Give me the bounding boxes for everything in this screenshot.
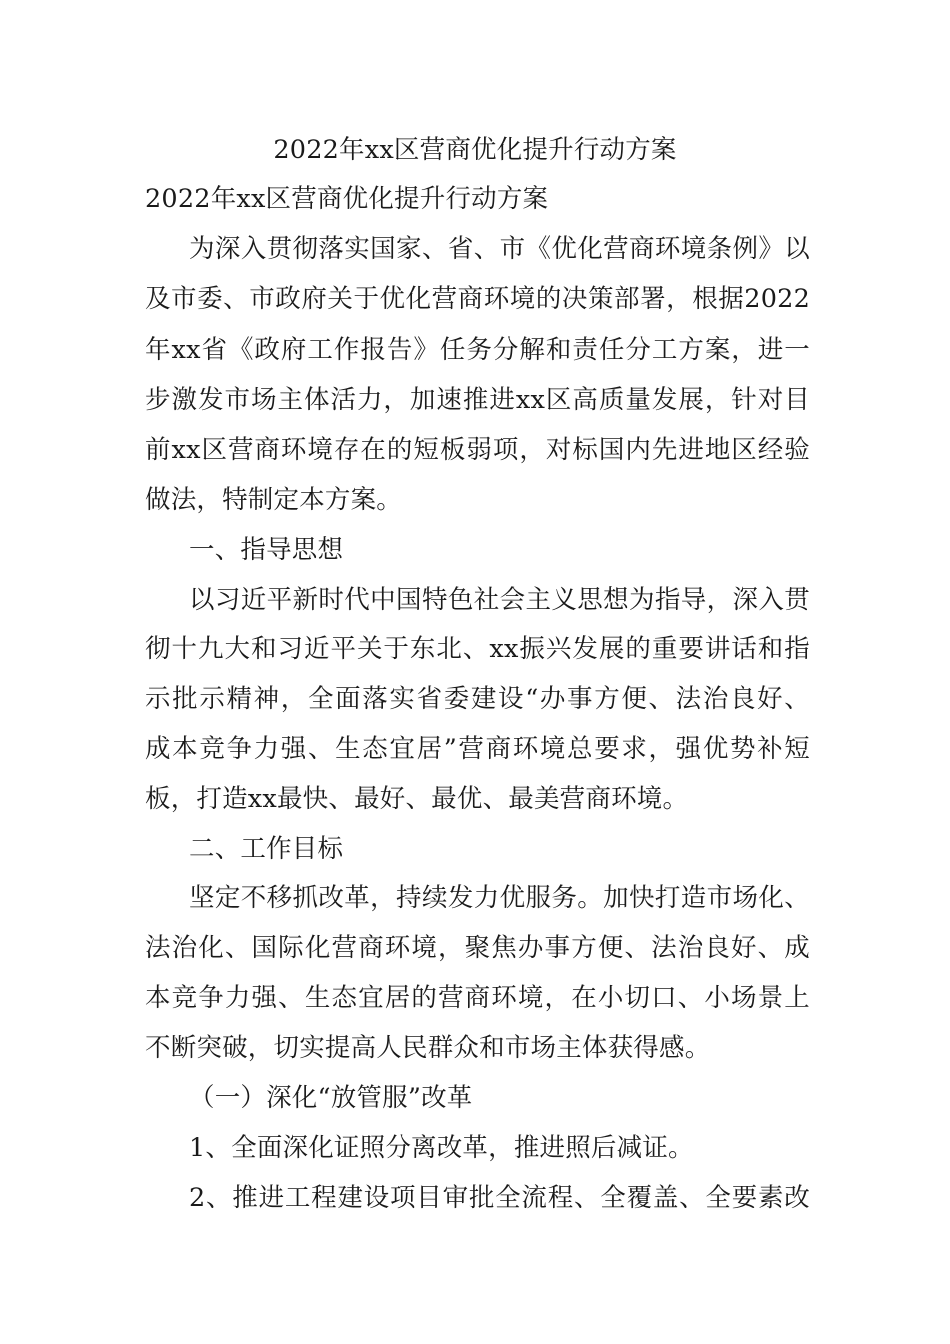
subsection1-heading: （一）深化“放管服”改革 bbox=[189, 1083, 473, 1113]
section2-line-4: 不断突破，切实提高人民群众和市场主体获得感。 bbox=[145, 1033, 711, 1063]
item-1: 1、全面深化证照分离改革，推进照后减证。 bbox=[189, 1133, 694, 1163]
document-title: 2022年xx区营商优化提升行动方案 bbox=[273, 135, 677, 165]
document-subtitle: 2022年xx区营商优化提升行动方案 bbox=[145, 184, 549, 214]
intro-line-2: 及市委、市政府关于优化营商环境的决策部署，根据2022 bbox=[145, 284, 810, 314]
intro-line-6: 做法，特制定本方案。 bbox=[145, 485, 403, 515]
section1-heading: 一、指导思想 bbox=[189, 535, 344, 565]
section1-line-3: 示批示精神，全面落实省委建设“办事方便、法治良好、 bbox=[145, 684, 810, 714]
section2-line-1: 坚定不移抓改革，持续发力优服务。加快打造市场化、 bbox=[189, 883, 810, 913]
item-2: 2、推进工程建设项目审批全流程、全覆盖、全要素改 bbox=[189, 1183, 810, 1213]
section1-line-1: 以习近平新时代中国特色社会主义思想为指导，深入贯 bbox=[189, 585, 810, 615]
section2-line-3: 本竞争力强、生态宜居的营商环境，在小切口、小场景上 bbox=[145, 983, 810, 1013]
section2-heading: 二、工作目标 bbox=[189, 834, 344, 864]
intro-line-5: 前xx区营商环境存在的短板弱项，对标国内先进地区经验 bbox=[145, 435, 810, 465]
intro-line-3: 年xx省《政府工作报告》任务分解和责任分工方案，进一 bbox=[145, 335, 810, 365]
section1-line-5: 板，打造xx最快、最好、最优、最美营商环境。 bbox=[145, 784, 689, 814]
section2-line-2: 法治化、国际化营商环境，聚焦办事方便、法治良好、成 bbox=[145, 933, 810, 963]
section1-line-2: 彻十九大和习近平关于东北、xx振兴发展的重要讲话和指 bbox=[145, 634, 810, 664]
section1-line-4: 成本竞争力强、生态宜居”营商环境总要求，强优势补短 bbox=[145, 734, 810, 764]
intro-line-1: 为深入贯彻落实国家、省、市《优化营商环境条例》以 bbox=[189, 234, 810, 264]
intro-line-4: 步激发市场主体活力，加速推进xx区高质量发展，针对目 bbox=[145, 385, 810, 415]
